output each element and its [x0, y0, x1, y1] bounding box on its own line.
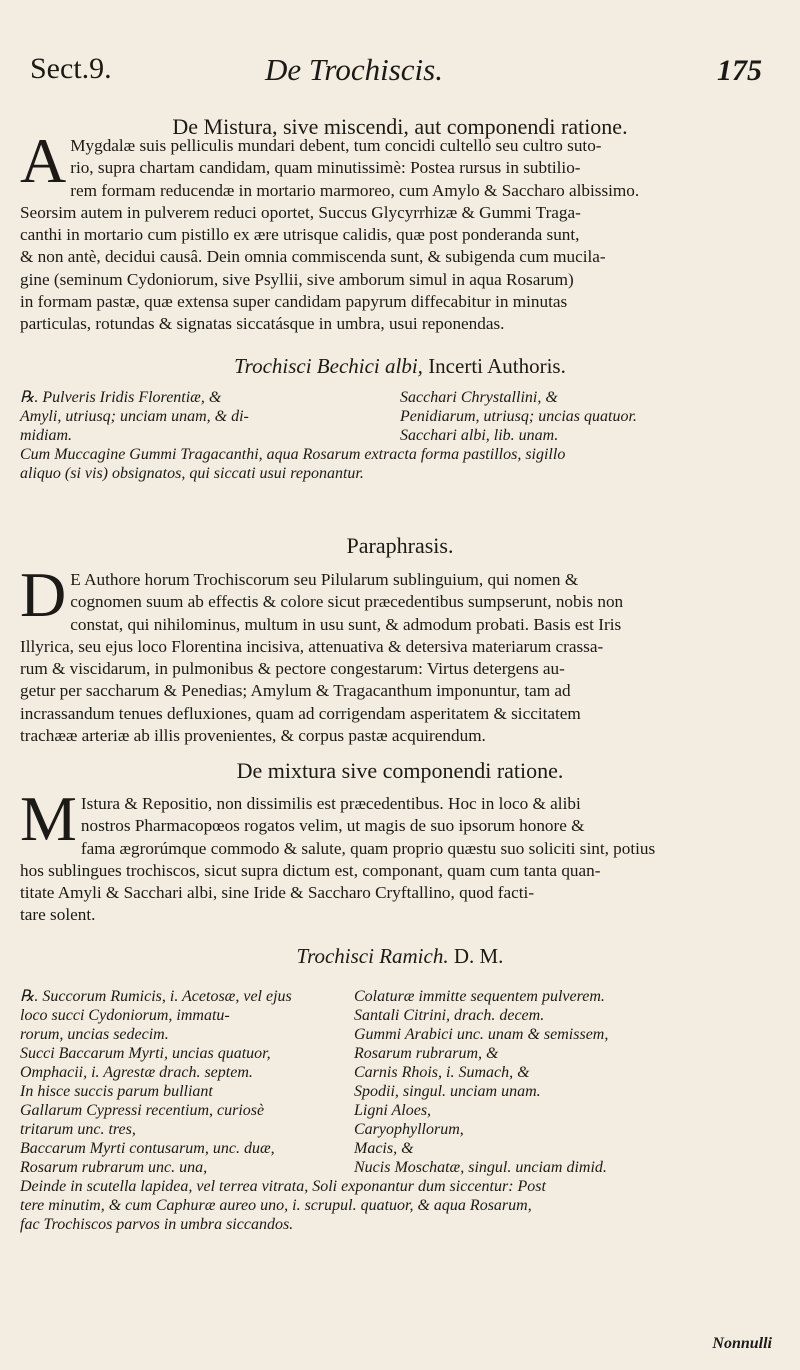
- text-line: incrassandum tenues defluxiones, quam ad corrigendam asperitatem & siccitatem: [20, 703, 581, 723]
- ingredients-right-column: [400, 388, 637, 445]
- text-line: Illyrica, seu ejus loco Florentina incisiva, attenuativa & detersiva materiarum crassa-: [20, 636, 604, 656]
- text-line: fama ægrorúmque commodo & salute, quam proprio quæstu suo soliciti sint, potius: [80, 838, 656, 858]
- drop-cap: A: [20, 125, 67, 196]
- recipe-author: Incerti Authoris.: [428, 354, 566, 378]
- recipe-title: [0, 944, 800, 969]
- recipe-line: tritarum unc. tres,: [20, 1121, 136, 1138]
- recipe-line: ℞. Succorum Rumicis, i. Acetosæ, vel ejus: [20, 988, 292, 1005]
- text-line: trachææ arteriæ ab illis provenientes, & corpus pastæ acquirendum.: [20, 726, 486, 746]
- recipe-line: Caryophyllorum,: [354, 1121, 464, 1138]
- text-line: Mygdalæ suis pelliculis mundari debent, tum concidi cultello seu cultro suto-: [70, 136, 602, 155]
- recipe-ingredients: [20, 987, 780, 1317]
- recipe-title: [0, 354, 800, 379]
- recipe-line: Succi Baccarum Myrti, uncias quatuor,: [20, 1045, 271, 1062]
- recipe-line: Carnis Rhois, i. Sumach, &: [354, 1064, 530, 1081]
- paragraph-text: [20, 559, 780, 747]
- text-line: Seorsim autem in pulverem reduci oportet, Succus Glycyrrhizæ & Gummi Traga-: [20, 202, 581, 222]
- recipe-line: Cum Muccagine Gummi Tragacanthi, aqua Rosarum extracta forma pastillos, sigillo: [20, 446, 566, 463]
- recipe-line: midiam.: [20, 427, 72, 444]
- recipe-instructions: [20, 1177, 780, 1234]
- recipe-line: Ligni Aloes,: [354, 1102, 432, 1119]
- paragraph-paraphrasis: [20, 559, 780, 747]
- page-number: 175: [717, 54, 762, 87]
- recipe-line: Spodii, singul. unciam unam.: [354, 1083, 541, 1100]
- recipe-author: D. M.: [453, 944, 504, 968]
- running-title: De Trochiscis.: [265, 52, 443, 87]
- recipe-instructions: [20, 445, 780, 483]
- recipe-line: Rosarum rubrarum unc. una,: [20, 1159, 208, 1176]
- text-line: hos sublingues trochiscos, sicut supra dictum est, componant, quam cum tanta quan-: [20, 860, 601, 880]
- recipe-line: Rosarum rubrarum, &: [354, 1045, 499, 1062]
- section-heading: De mixtura sive componendi ratione.: [236, 758, 564, 783]
- recipe-line: Omphacii, i. Agrestæ drach. septem.: [20, 1064, 253, 1081]
- text-line: tare solent.: [20, 905, 96, 925]
- running-header: [0, 52, 800, 96]
- text-line: constat, qui nihilominus, multum in usu sunt, & admodum probati. Basis est Iris: [70, 614, 622, 634]
- recipe-line: Gallarum Cypressi recentium, curiosè: [20, 1102, 265, 1119]
- recipe-line: Amyli, utriusq; unciam unam, & di-: [20, 408, 249, 425]
- text-line: E Authore horum Trochiscorum seu Pilularum sublinguium, qui nomen &: [70, 570, 579, 589]
- recipe-line: Sacchari albi, lib. unam.: [400, 427, 559, 444]
- text-line: in formam pastæ, quæ extensa super candidam papyrum diffecabitur in minutas: [20, 292, 568, 312]
- section-number: Sect.9.: [30, 52, 112, 85]
- text-line: rem formam reducendæ in mortario marmoreo, cum Amylo & Saccharo albissimo.: [70, 180, 640, 200]
- text-line: titate Amyli & Sacchari albi, sine Iride & Saccharo Cryftallino, quod facti-: [20, 883, 535, 903]
- recipe-line: loco succi Cydoniorum, immatu-: [20, 1007, 230, 1024]
- ingredients-left-column: [20, 987, 292, 1177]
- recipe-line: Nucis Moschatæ, singul. unciam dimid.: [354, 1159, 607, 1176]
- recipe-line: Macis, &: [354, 1140, 414, 1157]
- text-line: rum & viscidarum, in pulmonibus & pectore congestarum: Virtus detergens au-: [20, 659, 565, 679]
- recipe-line: ℞. Pulveris Iridis Florentiæ, &: [20, 389, 222, 406]
- recipe-line: In hisce succis parum bulliant: [20, 1083, 213, 1100]
- recipe-title-italic: Trochisci Bechici albi,: [234, 354, 423, 378]
- catchword: Nonnulli: [712, 1335, 772, 1352]
- ingredients-left-column: [20, 388, 249, 445]
- text-line: rio, supra chartam candidam, quam minutissimè: Postea rursus in subtilio-: [70, 158, 581, 178]
- recipe-ingredients: [20, 388, 780, 518]
- recipe-line: Santali Citrini, drach. decem.: [354, 1007, 545, 1024]
- recipe-line: tere minutim, & cum Caphuræ aureo uno, i. scrupul. quatuor, & aqua Rosarum,: [20, 1197, 532, 1214]
- recipe-line: fac Trochiscos parvos in umbra siccandos.: [20, 1216, 294, 1233]
- paragraph-text: [20, 783, 780, 927]
- section-heading: De Mistura, sive miscendi, aut componendi ratione.: [172, 114, 628, 139]
- recipe-line: Sacchari Chrystallini, &: [400, 389, 558, 406]
- section-heading: Paraphrasis.: [346, 533, 454, 558]
- drop-cap: M: [20, 783, 77, 854]
- text-line: getur per saccharum & Penedias; Amylum & Tragacanthum imponuntur, tam ad: [20, 681, 571, 701]
- recipe-title-italic: Trochisci Ramich.: [296, 944, 449, 968]
- paragraph-mixtura: [20, 783, 780, 927]
- text-line: Istura & Repositio, non dissimilis est præcedentibus. Hoc in loco & alibi: [80, 794, 581, 813]
- recipe-line: Colaturæ immitte sequentem pulverem.: [354, 988, 605, 1005]
- ingredients-right-column: [354, 987, 608, 1177]
- drop-cap: D: [20, 559, 67, 630]
- recipe-line: Deinde in scutella lapidea, vel terrea vitrata, Soli exponantur dum siccentur: Post: [20, 1178, 546, 1195]
- recipe-line: Gummi Arabici unc. unam & semissem,: [354, 1026, 609, 1043]
- recipe-line: Baccarum Myrti contusarum, unc. duæ,: [20, 1140, 275, 1157]
- recipe-line: Penidiarum, utriusq; uncias quatuor.: [400, 408, 637, 425]
- text-line: & non antè, decidui causâ. Dein omnia commiscenda sunt, & subigenda cum mucila-: [20, 247, 606, 267]
- recipe-line: rorum, uncias sedecim.: [20, 1026, 169, 1043]
- text-line: nostros Pharmacopœos rogatos velim, ut magis de suo ipsorum honore &: [80, 816, 585, 836]
- text-line: particulas, rotundas & signatas siccatásque in umbra, usui reponendas.: [20, 314, 505, 334]
- text-line: gine (seminum Cydoniorum, sive Psyllii, sive amborum simul in aqua Rosarum): [20, 269, 574, 289]
- text-line: canthi in mortario cum pistillo ex ære utrisque calidis, quæ post ponderanda sunt,: [20, 225, 580, 245]
- recipe-line: aliquo (si vis) obsignatos, qui siccati usui reponantur.: [20, 465, 364, 482]
- text-line: cognomen suum ab effectis & colore sicut præcedentibus sumpserunt, nobis non: [70, 592, 624, 612]
